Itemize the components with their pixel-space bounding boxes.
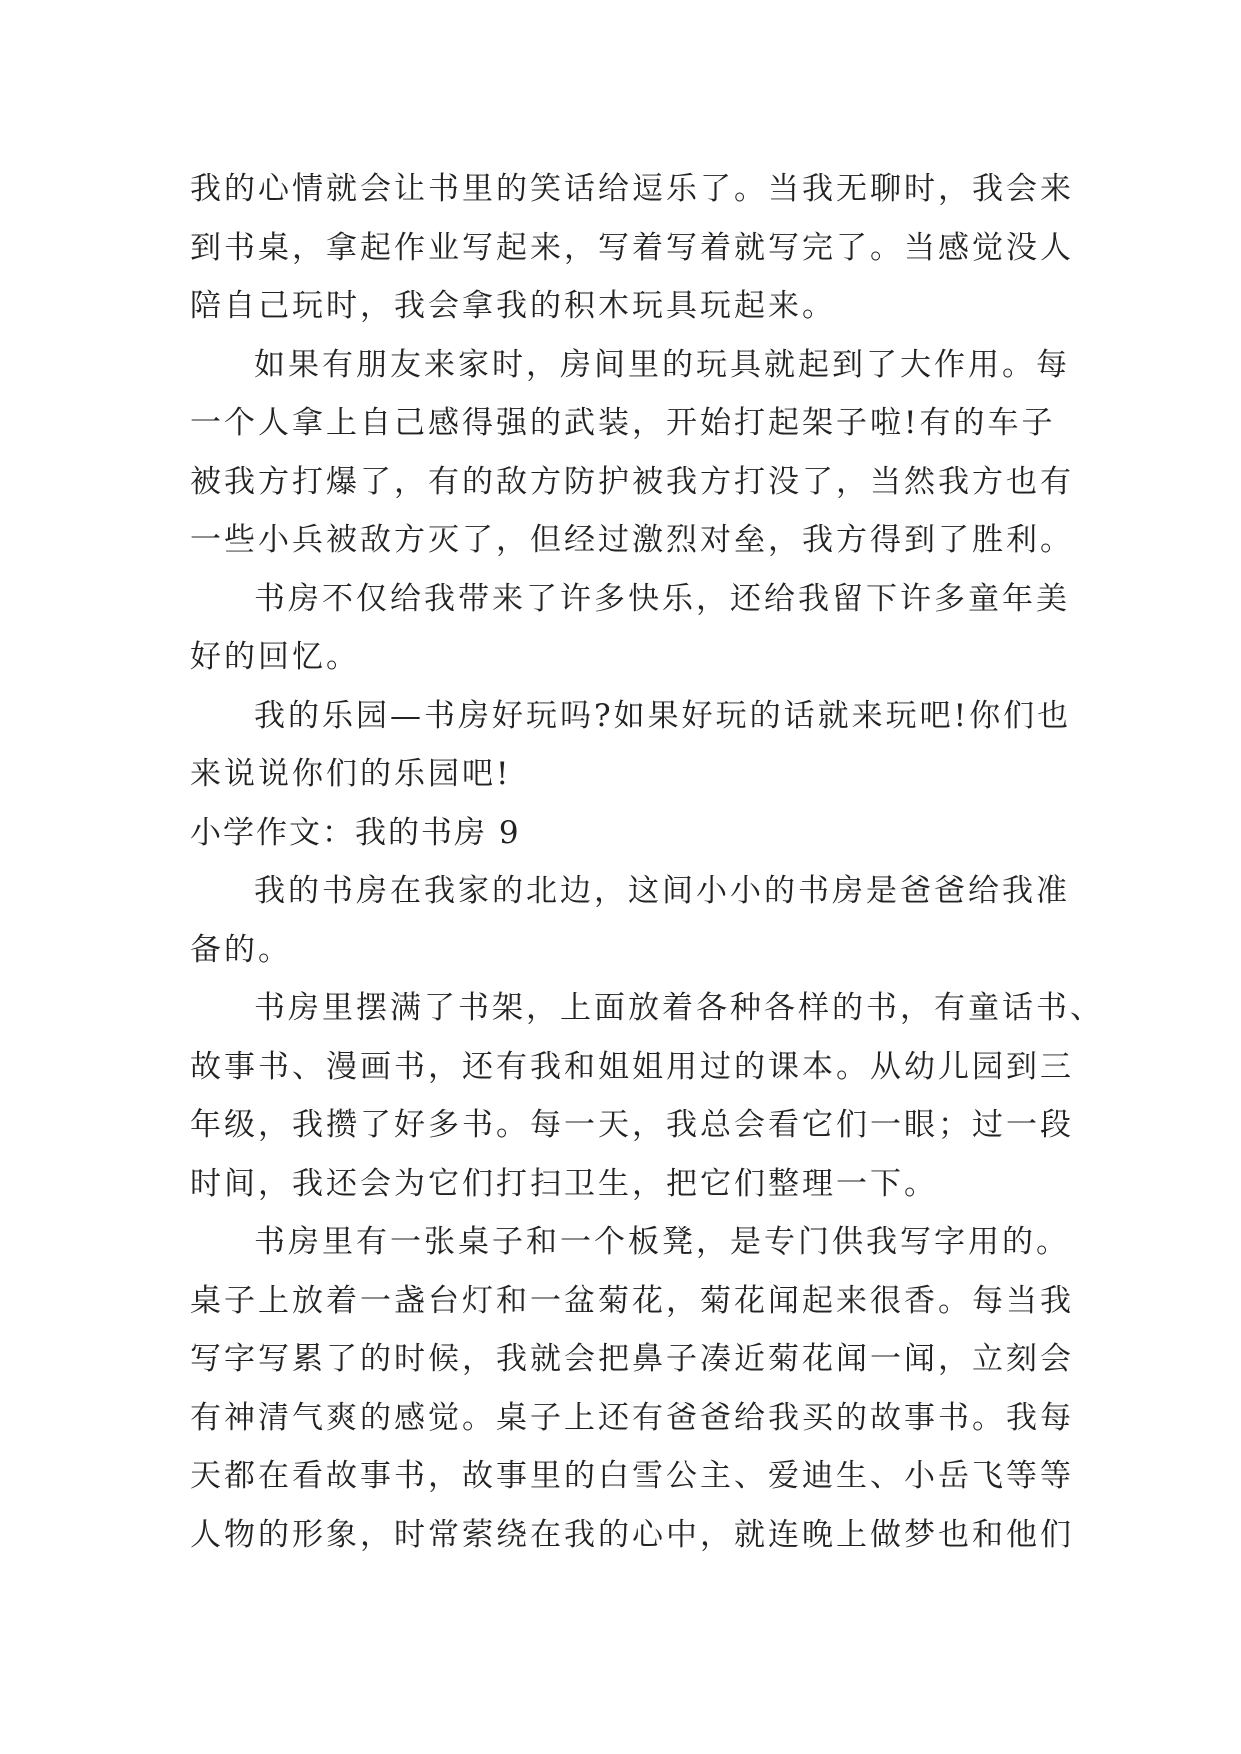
text-line: 来说说你们的乐园吧! [190,756,512,792]
paragraph-first-line: 书房里摆满了书架，上面放着各种各样的书，有童话书、 [254,990,1104,1026]
text-line: 我的心情就会让书里的笑话给逗乐了。当我无聊时，我会来 [190,171,1074,207]
text-line: 陪自己玩时，我会拿我的积木玩具玩起来。 [190,288,836,324]
text-line: 一个人拿上自己感得强的武装，开始打起架子啦!有的车子 [190,405,1056,441]
text-line: 有神清气爽的感觉。桌子上还有爸爸给我买的故事书。我每 [190,1399,1074,1436]
text-line: 备的。 [190,931,292,968]
text-line: 一些小兵被敌方灭了，但经过激烈对垒，我方得到了胜利。 [190,522,1074,558]
text-line: 天都在看故事书，故事里的白雪公主、爱迪生、小岳飞等等 [190,1458,1074,1494]
paragraph-first-line: 我的书房在我家的北边，这间小小的书房是爸爸给我准 [254,873,1070,909]
essay-text [190,160,1104,1564]
text-line: 到书桌，拿起作业写起来，写着写着就写完了。当感觉没人 [190,229,1074,266]
paragraph-first-line: 如果有朋友来家时，房间里的玩具就起到了大作用。每 [254,346,1070,383]
text-line: 故事书、漫画书，还有我和姐姐用过的课本。从幼儿园到三 [190,1048,1074,1085]
text-line: 人物的形象，时常萦绕在我的心中，就连晚上做梦也和他们 [190,1516,1074,1553]
paragraph-first-line: 书房不仅给我带来了许多快乐，还给我留下许多童年美 [254,580,1070,617]
text-line: 写字写累了的时候，我就会把鼻子凑近菊花闻一闻，立刻会 [190,1341,1074,1377]
text-line: 年级，我攒了好多书。每一天，我总会看它们一眼；过一段 [190,1107,1074,1143]
paragraph-first-line: 书房里有一张桌子和一个板凳，是专门供我写字用的。 [254,1224,1070,1260]
paragraph-first-line: 我的乐园—书房好玩吗?如果好玩的话就来玩吧!你们也 [254,697,1072,734]
text-line: 好的回忆。 [190,639,360,675]
text-line: 时间，我还会为它们打扫卫生，把它们整理一下。 [190,1165,938,1202]
text-line: 被我方打爆了，有的敌方防护被我方打没了，当然我方也有 [190,463,1074,500]
section-heading: 小学作文：我的书房 9 [190,814,521,851]
text-line: 桌子上放着一盏台灯和一盆菊花，菊花闻起来很香。每当我 [190,1282,1074,1319]
